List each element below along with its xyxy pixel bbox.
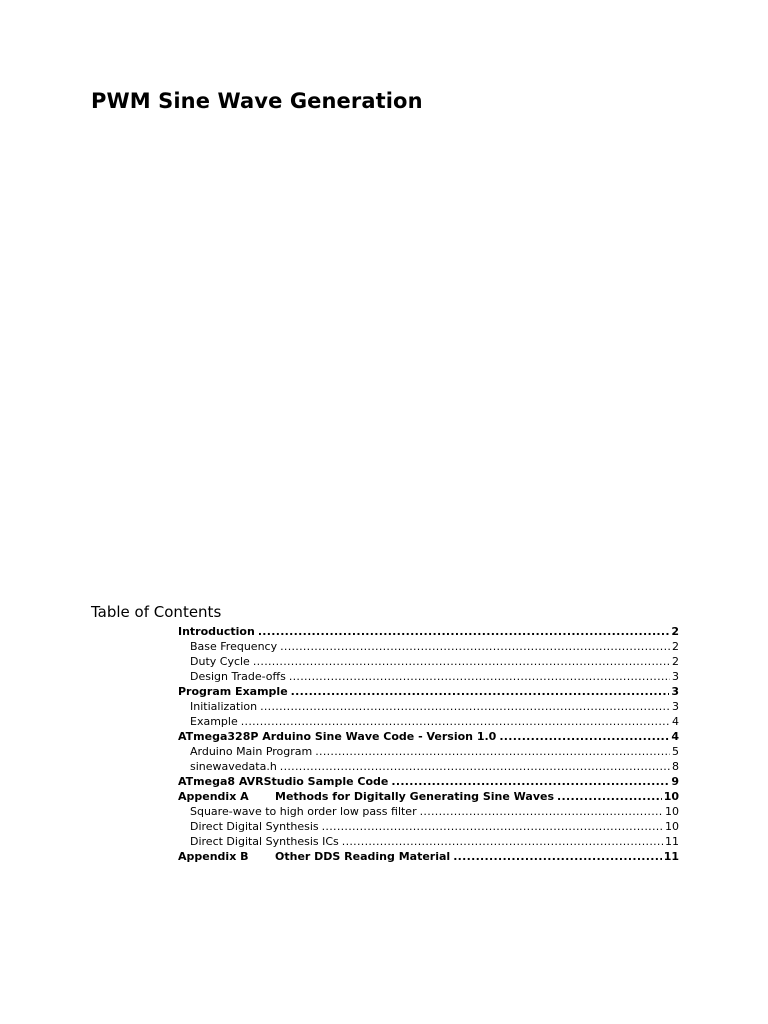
toc-page-number: 10: [665, 820, 679, 833]
toc-entry-title: Duty Cycle: [190, 655, 250, 668]
toc-entry-prefix: Appendix A: [178, 790, 249, 803]
toc-entry[interactable]: [178, 744, 679, 759]
toc-entry-label: [190, 654, 250, 669]
toc-page-number: 4: [671, 730, 679, 743]
toc-entry-label: [190, 804, 417, 819]
toc-entry-title: Square-wave to high order low pass filter: [190, 805, 417, 818]
toc-page-number: 11: [665, 835, 679, 848]
toc-entry-label: [178, 684, 288, 699]
toc-entry[interactable]: [178, 624, 679, 639]
toc-entry-label: [190, 834, 339, 849]
toc-entry-title: Initialization: [190, 700, 258, 713]
toc-entry-label: [178, 774, 388, 789]
toc-entry[interactable]: [178, 804, 679, 819]
table-of-contents: [178, 624, 679, 864]
toc-entry[interactable]: [178, 669, 679, 684]
toc-entry-title: Arduino Main Program: [190, 745, 313, 758]
toc-entry-title: ATmega8 AVRStudio Sample Code: [178, 775, 389, 788]
toc-page-number: 10: [663, 790, 679, 803]
toc-page-number: 3: [672, 700, 679, 713]
toc-page-number: 3: [672, 670, 679, 683]
toc-entry-label: [190, 819, 319, 834]
toc-entry[interactable]: [178, 684, 679, 699]
toc-entry[interactable]: [178, 789, 679, 804]
toc-dot-leader: [391, 774, 669, 789]
toc-entry[interactable]: [178, 819, 679, 834]
toc-page-number: 9: [671, 775, 679, 788]
toc-entry-label: [178, 789, 554, 804]
toc-page-number: 4: [672, 715, 679, 728]
toc-dot-leader: [499, 729, 669, 744]
toc-entry[interactable]: [178, 654, 679, 669]
toc-entry[interactable]: [178, 699, 679, 714]
toc-dot-leader: [315, 744, 670, 759]
toc-page-number: 3: [671, 685, 679, 698]
toc-dot-leader: [342, 834, 663, 849]
toc-entry[interactable]: [178, 774, 679, 789]
toc-entry-title: Direct Digital Synthesis ICs: [190, 835, 339, 848]
toc-entry[interactable]: [178, 834, 679, 849]
toc-entry-label: [190, 699, 257, 714]
toc-entry-title: ATmega328P Arduino Sine Wave Code - Version 1.0: [178, 730, 497, 743]
toc-entry-label: [190, 639, 277, 654]
toc-dot-leader: [557, 789, 662, 804]
toc-entry[interactable]: [178, 729, 679, 744]
toc-page-number: 2: [672, 640, 679, 653]
toc-page-number: 2: [671, 625, 679, 638]
toc-entry-label: [178, 729, 496, 744]
toc-dot-leader: [420, 804, 663, 819]
toc-entry-prefix: Appendix B: [178, 850, 249, 863]
toc-dot-leader: [253, 654, 670, 669]
toc-entry-title: Other DDS Reading Material: [275, 850, 451, 863]
toc-entry-title: Base Frequency: [190, 640, 278, 653]
toc-page-number: 5: [672, 745, 679, 758]
toc-dot-leader: [322, 819, 663, 834]
toc-entry-label: [190, 759, 277, 774]
toc-page-number: 11: [663, 850, 679, 863]
toc-page-number: 2: [672, 655, 679, 668]
toc-dot-leader: [453, 849, 662, 864]
toc-entry-title: sinewavedata.h: [190, 760, 277, 773]
toc-dot-leader: [241, 714, 670, 729]
toc-entry[interactable]: [178, 714, 679, 729]
document-title: PWM Sine Wave Generation: [91, 89, 423, 113]
toc-entry-title: Direct Digital Synthesis: [190, 820, 319, 833]
toc-dot-leader: [289, 669, 670, 684]
toc-entry-title: Methods for Digitally Generating Sine Waves: [275, 790, 555, 803]
toc-dot-leader: [280, 639, 670, 654]
toc-page-number: 10: [665, 805, 679, 818]
toc-dot-leader: [258, 624, 670, 639]
toc-entry-label: [190, 744, 312, 759]
toc-entry[interactable]: [178, 639, 679, 654]
toc-entry-label: [190, 669, 286, 684]
toc-entry[interactable]: [178, 759, 679, 774]
toc-heading: Table of Contents: [91, 603, 222, 621]
toc-entry-title: Introduction: [178, 625, 255, 638]
toc-entry-title: Program Example: [178, 685, 288, 698]
toc-entry[interactable]: [178, 849, 679, 864]
toc-dot-leader: [280, 759, 670, 774]
toc-dot-leader: [291, 684, 670, 699]
toc-entry-title: Design Trade-offs: [190, 670, 286, 683]
toc-entry-label: [190, 714, 238, 729]
toc-entry-title: Example: [190, 715, 238, 728]
toc-entry-label: [178, 849, 450, 864]
toc-entry-label: [178, 624, 255, 639]
toc-dot-leader: [260, 699, 670, 714]
toc-page-number: 8: [672, 760, 679, 773]
